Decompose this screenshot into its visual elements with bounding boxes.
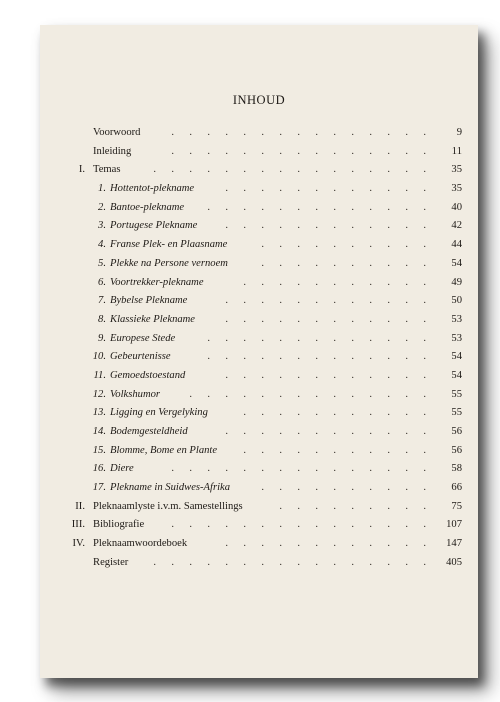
toc-entry-label: Bybelse Plekname: [110, 295, 188, 307]
dot-leader: . . . . . . . . . . . . . . .: [171, 127, 426, 138]
toc-page-number: 44: [451, 239, 462, 251]
toc-page-number: 53: [451, 332, 462, 344]
dot-leader: . . . . . . . . . . . . .: [207, 351, 426, 363]
dot-leader: . . . . . . . . . . . .: [225, 313, 426, 325]
toc-entry-label: Pleknaamlyste i.v.m. Samestellings: [93, 500, 243, 512]
toc-entry-label: Voorwoord: [93, 127, 141, 138]
toc-entry: [40, 517, 478, 536]
toc-page-number: 54: [451, 351, 462, 363]
chapter-numeral: I.: [78, 164, 85, 176]
toc-entry-label: Plekke na Persone vernoem: [110, 257, 228, 269]
toc-entry: [40, 368, 478, 387]
dot-leader: . . . . . . . . . . . . . . .: [171, 145, 426, 157]
toc-page-number: 55: [451, 407, 462, 419]
toc-entry: [40, 237, 478, 256]
toc-page-number: 56: [451, 444, 462, 456]
section-number: 16.: [92, 463, 106, 475]
toc-entry: [40, 405, 478, 424]
toc-entry: [40, 349, 478, 368]
toc-page-number: 55: [451, 388, 462, 400]
toc-entry-label: Klassieke Plekname: [110, 313, 196, 325]
toc-entry-label: Volkshumor: [110, 388, 161, 400]
section-number: 11.: [93, 369, 106, 381]
toc-entry-label: Temas: [93, 164, 121, 176]
page-title: INHOUD: [232, 93, 286, 107]
toc-entry-label: Bantoe-plekname: [110, 201, 185, 213]
section-number: 15.: [92, 444, 106, 456]
toc-entry-label: Bibliografie: [93, 519, 145, 531]
section-number: 3.: [98, 220, 106, 232]
dot-leader: . . . . . . . . . .: [261, 482, 426, 494]
section-number: 12.: [92, 388, 106, 400]
toc-entry: [40, 461, 478, 480]
toc-entry-label: Pleknaamwoordeboek: [93, 538, 188, 550]
toc-entry: [40, 331, 478, 350]
dot-leader: . . . . . . . . . . . . . . .: [171, 463, 426, 475]
toc-entry: [40, 144, 478, 163]
dot-leader: . . . . . . . . . . . .: [225, 220, 426, 232]
toc-entry: [40, 181, 478, 200]
toc-page-number: 11: [451, 145, 462, 157]
toc-page-number: 49: [451, 276, 462, 288]
toc-entry: [40, 536, 478, 555]
dot-leader: . . . . . . . . . . . .: [225, 426, 426, 437]
toc-page-number: 35: [451, 183, 462, 195]
toc-entry: [40, 312, 478, 331]
book-page: [40, 25, 478, 678]
toc-entry-label: Blomme, Bome en Plante: [110, 444, 218, 456]
toc-page-number: 40: [451, 201, 462, 213]
dot-leader: . . . . . . . . . . . .: [225, 369, 426, 381]
section-number: 5.: [98, 257, 106, 269]
toc-page-number: 54: [451, 369, 462, 381]
toc-entry-label: Plekname in Suidwes-Afrika: [110, 482, 231, 494]
toc-entry: [40, 125, 478, 144]
dot-leader: . . . . . . . . . . .: [243, 444, 426, 456]
toc-entry: [40, 555, 478, 574]
toc-entry: [40, 200, 478, 219]
toc-entry: [40, 480, 478, 499]
section-number: 17.: [92, 482, 106, 494]
toc-entry: [40, 424, 478, 443]
dot-leader: . . . . . . . . . .: [261, 239, 426, 251]
toc-entry-label: Gebeurtenisse: [110, 351, 171, 363]
toc-entry: [40, 387, 478, 406]
toc-entry-label: Gemoedstoestand: [110, 369, 186, 381]
dot-leader: . . . . . . . . . . . . . .: [189, 388, 426, 400]
section-number: 9.: [98, 332, 106, 344]
toc-page-number: 56: [451, 426, 462, 437]
toc-page-number: 75: [451, 500, 462, 512]
dot-leader: . . . . . . . . . . . .: [225, 538, 426, 550]
chapter-numeral: II.: [75, 500, 85, 512]
toc-entry-label: Diere: [110, 463, 134, 475]
dot-leader: . . . . . . . . . . . . .: [207, 201, 426, 213]
toc-page-number: 42: [451, 220, 462, 232]
section-number: 4.: [98, 239, 106, 251]
toc-entry-label: Hottentot-plekname: [110, 183, 195, 195]
dot-leader: . . . . . . . . . .: [261, 257, 426, 269]
section-number: 6.: [98, 276, 106, 288]
toc-entry-label: Portugese Plekname: [110, 220, 198, 232]
toc-entry-label: Register: [93, 556, 129, 568]
toc-entry-label: Franse Plek- en Plaasname: [110, 239, 228, 251]
dot-leader: . . . . . . . . . . . .: [225, 295, 426, 307]
dot-leader: . . . . . . . . . . . .: [225, 183, 426, 195]
chapter-numeral: IV.: [72, 538, 85, 550]
toc-page-number: 50: [451, 295, 462, 307]
dot-leader: . . . . . . . . . . .: [243, 407, 426, 419]
section-number: 13.: [92, 407, 106, 419]
section-number: 8.: [98, 313, 106, 325]
toc-entry-label: Inleiding: [93, 145, 132, 157]
dot-leader: . . . . . . . . . . . . . . .: [171, 519, 426, 531]
toc-entry: [40, 499, 478, 518]
toc-entry-label: Ligging en Vergelyking: [110, 407, 208, 419]
toc-page-number: 405: [446, 556, 462, 568]
toc-entry: [40, 275, 478, 294]
dot-leader: . . . . . . . . . . . . . . . .: [153, 164, 426, 176]
toc-page-number: 66: [451, 482, 462, 494]
dot-leader: . . . . . . . . . . .: [243, 276, 426, 288]
toc-entry: [40, 256, 478, 275]
toc-page-number: 147: [446, 538, 462, 550]
toc-page-number: 9: [456, 127, 462, 138]
section-number: 2.: [98, 201, 106, 213]
section-number: 10.: [92, 351, 106, 363]
table-of-contents: [40, 125, 478, 574]
section-number: 14.: [92, 426, 106, 437]
toc-page-number: 107: [446, 519, 462, 531]
dot-leader: . . . . . . . . .: [279, 500, 426, 512]
toc-entry-label: Bodemgesteldheid: [110, 426, 188, 437]
section-number: 7.: [98, 295, 106, 307]
dot-leader: . . . . . . . . . . . . .: [207, 332, 426, 344]
section-number: 1.: [98, 183, 106, 195]
toc-entry: [40, 218, 478, 237]
toc-entry-label: Voortrekker-plekname: [110, 276, 204, 288]
toc-entry: [40, 162, 478, 181]
toc-page-number: 54: [451, 257, 462, 269]
chapter-numeral: III.: [71, 519, 85, 531]
toc-page-number: 53: [451, 313, 462, 325]
toc-page-number: 35: [451, 164, 462, 176]
toc-entry-label: Europese Stede: [110, 332, 176, 344]
toc-entry: [40, 443, 478, 462]
dot-leader: . . . . . . . . . . . . . . . .: [153, 556, 426, 568]
toc-page-number: 58: [451, 463, 462, 475]
toc-entry: [40, 293, 478, 312]
